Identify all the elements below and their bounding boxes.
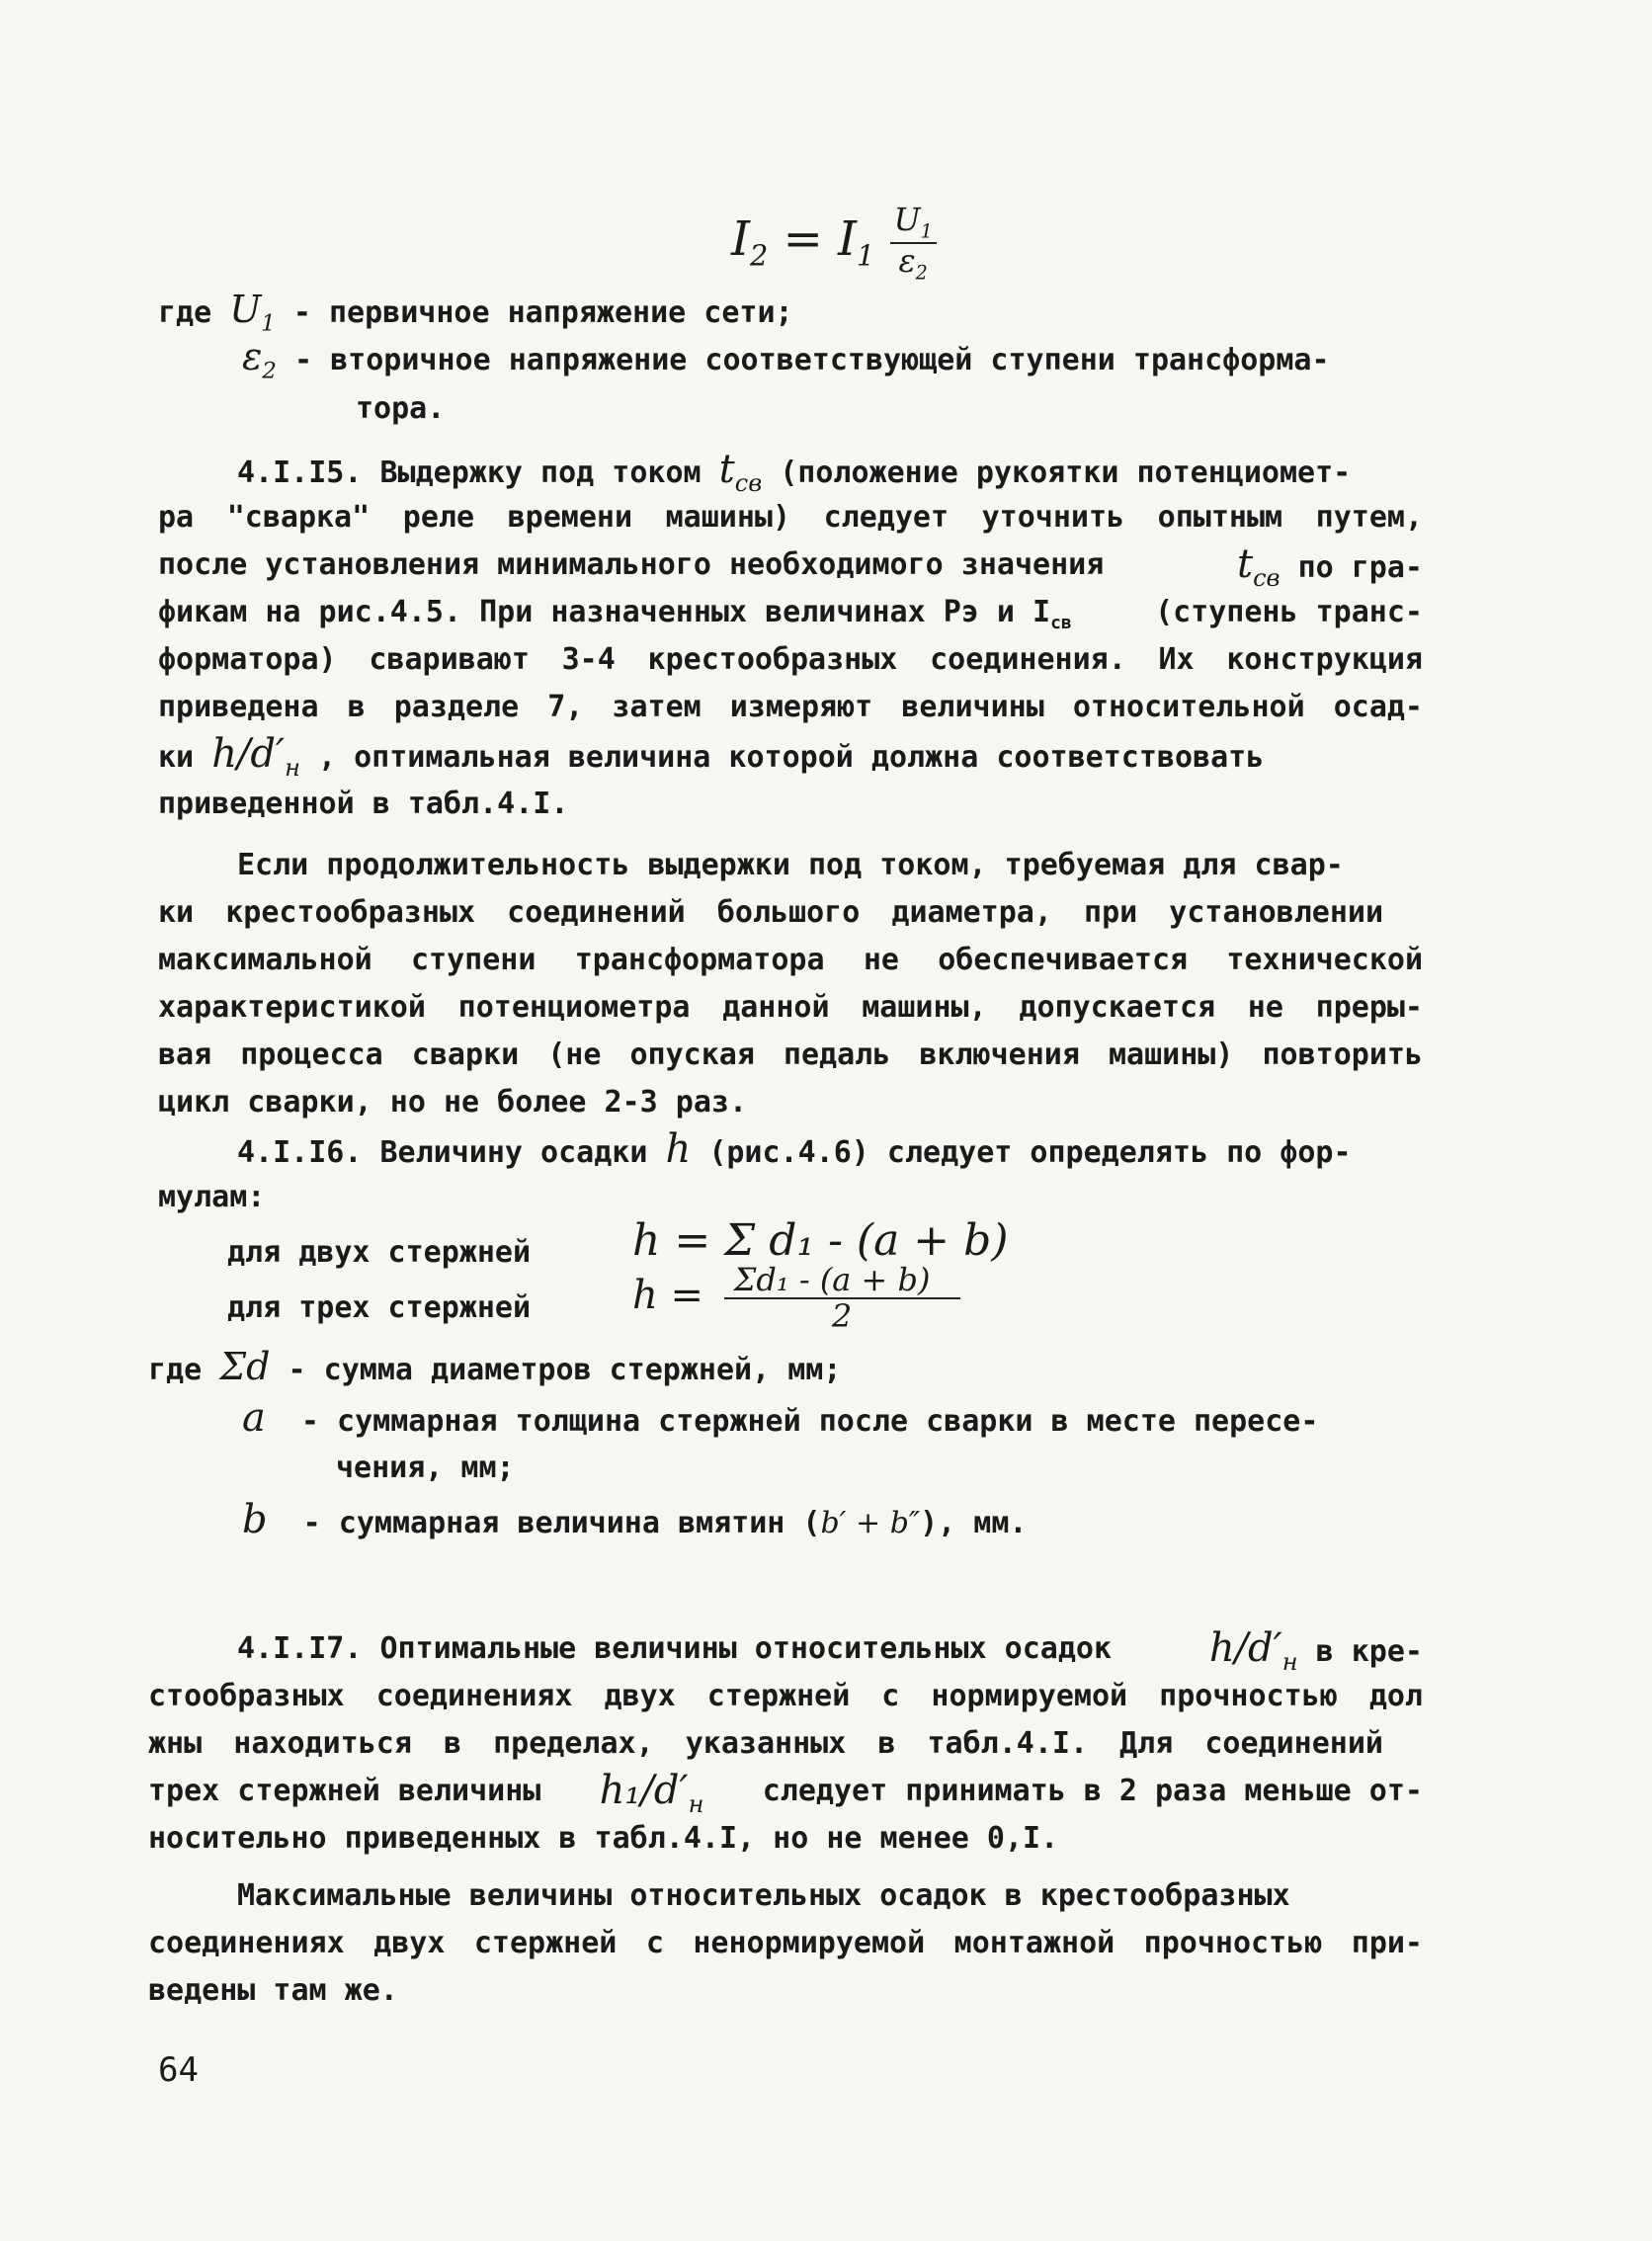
t-sv-symbol: t	[718, 447, 735, 492]
text: по гра-	[1297, 550, 1423, 585]
def-a	[242, 1395, 1318, 1445]
text: (рис.4.6) следует определять по фор-	[708, 1135, 1352, 1170]
text: 4.I.I6. Величину осадки	[237, 1135, 648, 1170]
t-sv-sub: св	[734, 469, 763, 497]
def-symbol: ε	[242, 335, 263, 378]
formula-lhs: I	[731, 211, 750, 267]
p-esli-line-6: цикл сварки, но не более 2-3 раз.	[158, 1085, 748, 1120]
p417-line-5: носительно приведенных в табл.4.I, но не менее 0,I.	[148, 1821, 1059, 1856]
p416-line-2: мулам:	[158, 1180, 266, 1214]
text: фикам на рис.4.5. При назначенных величинах Рэ и I	[158, 595, 1051, 629]
def-inline-formula: b′ + b″	[820, 1506, 921, 1540]
label-three-rods: для трех стержней	[227, 1290, 532, 1325]
t-sv-symbol: t	[1237, 541, 1254, 587]
formula-three-rods	[632, 1263, 960, 1334]
formula-three-fraction	[724, 1263, 960, 1334]
p-esli-line-2: ки крестообразных соединений большого диаметра, при установлении	[158, 895, 1383, 930]
text: 4.I.I5. Выдержку под током	[237, 456, 702, 490]
def-text: - сумма диаметров стержней, мм;	[288, 1353, 842, 1387]
def-text: - первичное напряжение сети;	[292, 295, 793, 330]
text: 4.I.I7. Оптимальные величины относительных осадок	[237, 1631, 1113, 1666]
p-esli-line-5: вая процесса сварки (не опуская педаль включения машины) повторить	[158, 1038, 1423, 1072]
formula-num: U	[893, 201, 921, 238]
page-number: 64	[158, 2050, 199, 2090]
def-text: - вторичное напряжение соответствующей ступени трансформа-	[293, 343, 1330, 377]
p-max-line-1: Максимальные величины относительных осадок в крестообразных	[237, 1878, 1290, 1913]
p-max-line-3: ведены там же.	[148, 1973, 398, 2008]
formula-three-lhs: h =	[632, 1273, 703, 1319]
def-symbol-sub: 1	[261, 310, 276, 337]
h-over-d-symbol: h/d′	[1208, 1625, 1282, 1671]
h-over-d-sub: н	[1281, 1648, 1298, 1676]
def-a-cont: чения, мм;	[336, 1451, 515, 1485]
formula-three-den: 2	[831, 1297, 853, 1336]
p-esli-line-1: Если продолжительность выдержки под током, требуемая для свар-	[237, 848, 1344, 882]
p416-line-1	[237, 1126, 1352, 1176]
formula-den: ε	[898, 241, 916, 280]
def-text-end: ), мм.	[920, 1506, 1028, 1540]
p417-line-2: стообразных соединениях двух стержней с нормируемой прочностью дол	[148, 1679, 1423, 1713]
text: (положение рукоятки потенциомет-	[780, 456, 1352, 490]
h1-over-d-sub: н	[688, 1790, 704, 1818]
def-symbol: a	[242, 1395, 266, 1441]
p415-line-6: приведена в разделе 7, затем измеряют величины относительной осад-	[158, 690, 1423, 724]
text: , оптимальная величина которой должна соответствовать	[318, 740, 1265, 775]
formula-two-rods: h = Σ d₁ - (a + b)	[632, 1215, 1009, 1266]
formula-num-sub: 1	[920, 219, 933, 243]
label-two-rods: для двух стержней	[227, 1235, 532, 1270]
p-esli-line-4: характеристикой потенциометра данной машины, допускается не преры-	[158, 990, 1423, 1025]
formula-three-num: Σd₁ - (a + b)	[724, 1263, 960, 1299]
formula-fraction	[890, 203, 937, 283]
i-sv-sub: св	[1050, 613, 1072, 633]
formula-den-sub: 2	[915, 260, 928, 284]
def-symbol: U	[229, 288, 262, 331]
p415-line-2: ра "сварка" реле времени машины) следует уточнить опытным путем,	[158, 500, 1423, 535]
text: в кре-	[1315, 1634, 1423, 1669]
h-over-d-symbol: h/d′	[211, 731, 286, 777]
text: (ступень транс-	[1155, 595, 1423, 629]
def-e2-cont: тора.	[356, 391, 446, 426]
t-sv-sub: св	[1253, 564, 1280, 592]
formula-rhs-sub: 1	[857, 238, 875, 273]
p417-line-3: жны находиться в пределах, указанных в табл.4.I. Для соединений	[148, 1726, 1383, 1761]
formula-eq: =	[783, 211, 823, 267]
def-symbol: Σd	[219, 1345, 271, 1388]
formula-current	[731, 203, 937, 284]
formula-rhs: I	[838, 211, 858, 267]
def-prefix: где	[158, 295, 212, 330]
def-text: - суммарная толщина стержней после сварки в месте пересе-	[300, 1404, 1319, 1439]
h-symbol: h	[665, 1126, 692, 1172]
formula-lhs-sub: 2	[749, 238, 769, 273]
def-b	[242, 1497, 1027, 1546]
h-over-d-sub: н	[285, 754, 300, 782]
def-symbol-sub: 2	[262, 358, 277, 384]
text: ки	[158, 740, 195, 775]
def-sum-d	[148, 1344, 841, 1393]
def-symbol: b	[242, 1497, 268, 1542]
p-esli-line-3: максимальной ступени трансформатора не обеспечивается технической	[158, 943, 1423, 977]
h1-over-d-symbol: h₁/d′	[599, 1768, 689, 1813]
text: после установления минимального необходимого значения	[158, 547, 1105, 582]
p415-line-5: форматора) сваривают 3-4 крестообразных соединения. Их конструкция	[158, 642, 1423, 677]
p-max-line-2: соединениях двух стержней с ненормируемой монтажной прочностью при-	[148, 1926, 1423, 1960]
p415-line-8: приведенной в табл.4.I.	[158, 787, 569, 821]
text: следует принимать в 2 раза меньше от-	[762, 1774, 1423, 1808]
def-text: - суммарная величина вмятин (	[302, 1506, 821, 1540]
text: трех стержней величины	[148, 1774, 541, 1808]
def-prefix: где	[148, 1353, 203, 1387]
